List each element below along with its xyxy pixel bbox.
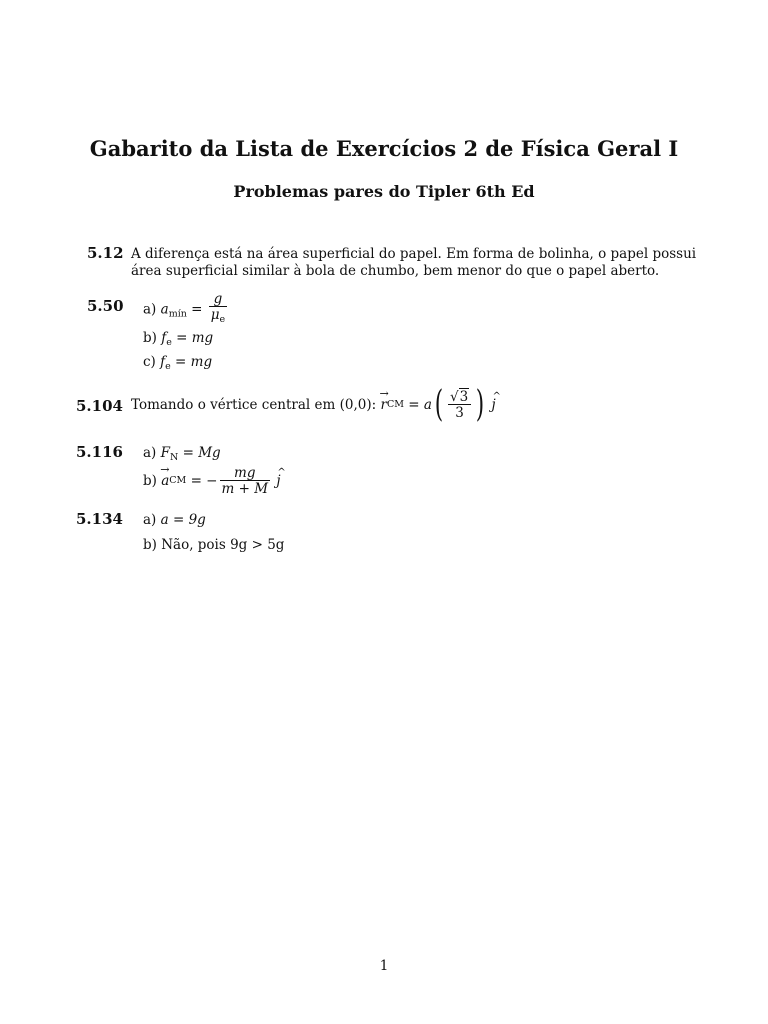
problem-number: 5.116 [76, 443, 123, 461]
answer-b [143, 329, 213, 352]
problem-number: 5.50 [87, 297, 124, 315]
page-title: Gabarito da Lista de Exercícios 2 de Física Geral I [89, 136, 679, 161]
math-sub: e [166, 337, 172, 348]
math-sub: CM [386, 399, 404, 410]
problem-number: 5.12 [87, 244, 124, 262]
math-text: a = 9g [160, 512, 206, 528]
item-label: b) [143, 330, 157, 346]
fraction [220, 466, 271, 497]
frac-den: $\mu_e$ [209, 306, 227, 328]
item-label: a) [143, 301, 157, 318]
item-label: a) [143, 512, 157, 528]
frac-den: m + M [221, 480, 269, 497]
answer-text: A diferença está na área superficial do papel. Em forma de bolinha, o papel possui [131, 246, 697, 262]
answer-text [131, 381, 496, 429]
right-paren: ) [475, 384, 485, 425]
math-sub: e [165, 361, 171, 372]
answer-b [143, 461, 281, 501]
fraction [209, 292, 227, 328]
math-sub: mín [168, 308, 187, 320]
math-rhs: = Mg [182, 445, 221, 461]
problem-number: 5.134 [76, 510, 123, 528]
left-paren: ( [434, 384, 444, 425]
math-sub: CM [169, 475, 187, 486]
answer-text: área superficial similar à bola de chumbo, bem menor do que o papel aberto. [131, 263, 660, 279]
fraction [448, 390, 471, 421]
unit-vector-j: ^ j [492, 396, 496, 414]
frac-den: 3 [448, 404, 471, 421]
answer-statement: Não, pois 9g > 5g [161, 537, 285, 553]
math-eq: = [191, 301, 203, 318]
math-sub: N [170, 452, 179, 463]
math-var: a [160, 301, 169, 318]
unit-vector-j: ^ j [276, 472, 280, 490]
item-label: b) [143, 537, 157, 553]
math-rhs: = mg [176, 330, 214, 346]
statement: Tomando o vértice central em (0,0): [131, 397, 377, 413]
math-eq: = a [408, 397, 432, 413]
math-var: f [161, 330, 167, 346]
page-subtitle: Problemas pares do Tipler 6th Ed [233, 182, 535, 201]
problem-number: 5.104 [76, 397, 123, 415]
math-rhs: = mg [175, 354, 213, 370]
math-var: F [160, 445, 170, 461]
math-var: f [160, 354, 166, 370]
frac-num: g [213, 291, 223, 307]
math-vector: → a [161, 472, 169, 490]
answer-c [143, 353, 212, 376]
frac-num: √3 [449, 388, 469, 405]
answer-a [143, 292, 229, 328]
item-label: a) [143, 445, 157, 461]
math-vector: → r [380, 396, 386, 414]
math-eq: = − [190, 473, 218, 489]
answer-a [143, 511, 206, 529]
page-number: 1 [379, 958, 389, 974]
answer-b [143, 536, 284, 554]
frac-num: mg [234, 464, 256, 481]
item-label: c) [143, 354, 156, 370]
item-label: b) [143, 473, 157, 489]
